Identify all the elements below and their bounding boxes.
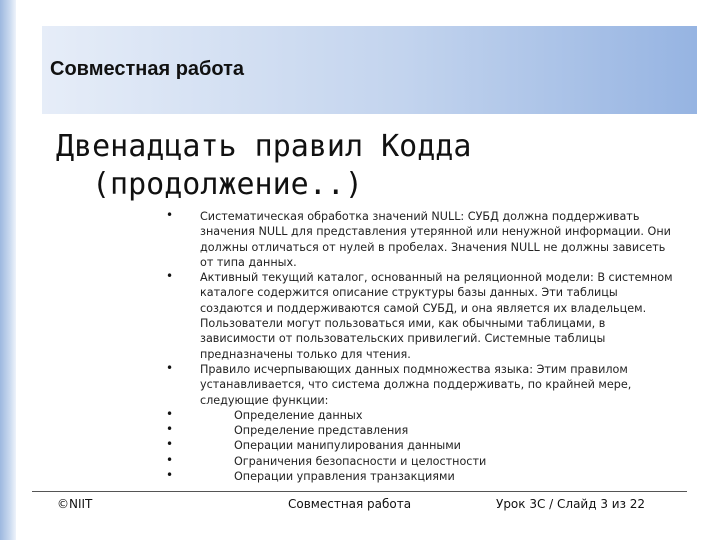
bullet-list [166,208,680,484]
list-item [166,208,680,270]
sub-list-item [166,437,680,453]
sub-bullet-dot-icon: • [166,437,174,452]
sub-bullet-text: Определение данных [234,408,363,422]
slide-title-line-2: (продолжение..) [92,167,363,202]
sub-bullet-dot-icon: • [166,406,174,421]
bullet-text: Систематическая обработка значений NULL: СУБД должна поддерживать значения NULL для представления утерянной или ненужной информации. Они должны отличаться от нулей в пробелах. Значения NULL не должны зависеть от типа данных. [200,210,671,269]
sub-bullet-text: Операции управления транзакциями [234,470,455,484]
left-decor-stripe [0,0,16,540]
bullet-dot-icon: • [166,208,174,222]
sub-bullet-list [166,406,680,484]
header-title: Совместная работа [50,58,245,80]
sub-bullet-text: Ограничения безопасности и целостности [234,454,487,468]
sub-bullet-dot-icon: • [166,468,174,483]
bullet-dot-icon: • [166,360,174,375]
sub-list-item [166,406,680,423]
footer-copyright: ©NIIT [57,497,93,511]
footer-slide-number: Урок 3C / Слайд 3 из 22 [496,497,646,511]
bullet-dot-icon: • [166,269,174,284]
sub-bullet-dot-icon: • [166,452,174,467]
slide-title [56,128,616,204]
sub-list-item [166,468,680,484]
sub-bullet-text: Определение представления [234,424,409,438]
sub-bullet-text: Операции манипулирования данными [234,439,461,453]
footer-divider [32,491,687,492]
bullet-text: Активный текущий каталог, основанный на реляционной модели: В системном каталоге содержится описание структуры базы данных. Эти таблицы создаются и поддерживаются самой СУБД, и она является их владельцем. Пользователи могут пользоваться ими, как обычными таблицами, в зависимости от пользовательских привилегий. Системные таблицы предназначены только для чтения. [200,271,673,361]
list-item [166,360,680,484]
bullet-text: Правило исчерпывающих данных подмножества языка: Этим правилом устанавливается, что система должна поддерживать, по крайней мере, следующие функции: [200,362,632,407]
sub-list-item [166,452,680,469]
sub-bullet-dot-icon: • [166,422,174,437]
slide-title-line-1: Двенадцать правил Кодда [56,129,472,164]
footer-course-title: Совместная работа [288,497,412,511]
sub-list-item [166,422,680,438]
list-item [166,269,680,362]
